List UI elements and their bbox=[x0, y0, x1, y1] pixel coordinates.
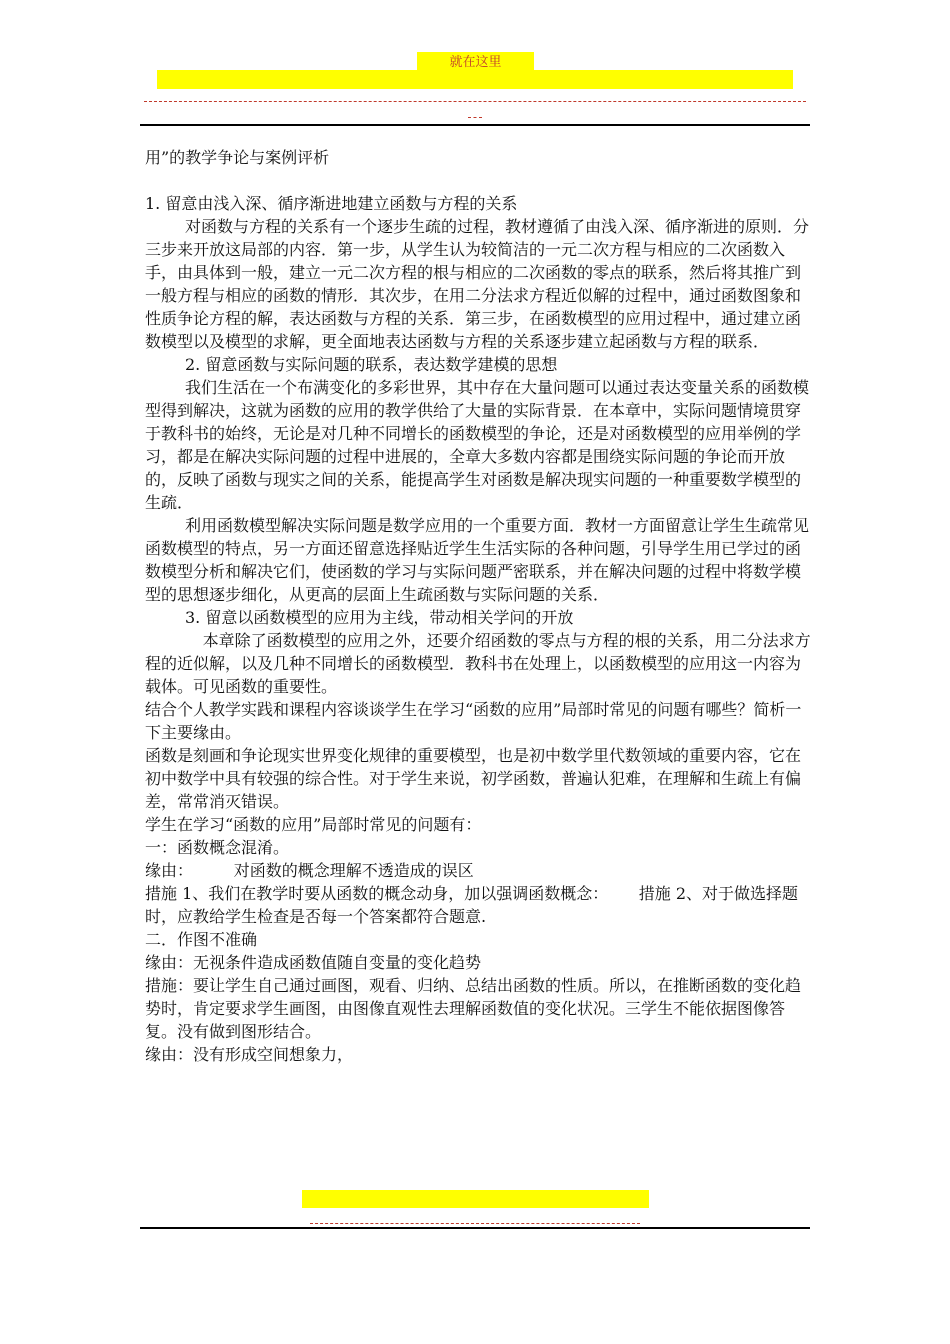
footer-dashed-line bbox=[310, 1223, 640, 1224]
document-body bbox=[145, 146, 813, 1066]
header-dashed-line bbox=[144, 101, 806, 102]
header-tab: 就在这里 bbox=[417, 52, 534, 74]
reason-line: 缘由：没有形成空间想象力， bbox=[145, 1045, 354, 1064]
footer-rule bbox=[140, 1227, 810, 1229]
reason-line: 缘由：无视条件造成函数值随自变量的变化趋势 bbox=[145, 953, 482, 972]
paragraph: 函数是刻画和争论现实世界变化规律的重要模型，也是初中数学里代数领域的重要内容，它在初中数学中具有较强的综合性。对于学生来说，初学函数，普遍认犯难，在理解和生疏上有偏差，常常消灭错误。 bbox=[145, 746, 802, 811]
paragraph: 对函数与方程的关系有一个逐步生疏的过程，教材遵循了由浅入深、循序渐进的原则．分三步来开放这局部的内容．第一步，从学生认为较简洁的一元二次方程与相应的二次函数入手，由具体到一般，建立一元二次方程的根与相应的二次函数的零点的联系，然后将其推广到一般方程与相应的函数的情形．其次步，在用二分法求方程近似解的过程中，通过函数图象和性质争论方程的解，表达函数与方程的关系．第三步，在函数模型的应用过程中，通过建立函数模型以及模型的求解，更全面地表达函数与方程的关系逐步建立起函数与方程的联系． bbox=[145, 217, 810, 351]
header-dashed-line-tail bbox=[468, 117, 482, 118]
header-rule bbox=[140, 124, 810, 126]
section-heading-1: 1. 留意由浅入深、循序渐进地建立函数与方程的关系 bbox=[145, 194, 518, 213]
document-title: 用”的教学争论与案例评析 bbox=[145, 148, 330, 167]
measure-line: 措施 1、我们在教学时要从函数的概念动身，加以强调函数概念： 措施 2、对于做选择题时，应教给学生检查是否每一个答案都符合题意. bbox=[145, 884, 799, 926]
measure-line: 措施：要让学生自己通过画图，观看、归纳、总结出函数的性质。所以，在推断函数的变化趋势时，肯定要求学生画图，由图像直观性去理解函数值的变化状况。三学生不能依据图像答复。没有做到图形结合。 bbox=[145, 976, 802, 1041]
problem-heading-1: 一：函数概念混淆。 bbox=[145, 838, 290, 857]
paragraph: 本章除了函数模型的应用之外，还要介绍函数的零点与方程的根的关系，用二分法求方程的近似解，以及几种不同增长的函数模型．教科书在处理上，以函数模型的应用这一内容为载体。可见函数的重要性。 bbox=[145, 631, 811, 696]
question: 结合个人教学实践和课程内容谈谈学生在学习“函数的应用”局部时常见的问题有哪些？简析一下主要缘由。 bbox=[145, 700, 802, 742]
reason-line: 缘由： 对函数的概念理解不透造成的误区 bbox=[145, 861, 474, 880]
footer-highlight-bar bbox=[302, 1190, 649, 1208]
problem-heading-2: 二．作图不准确 bbox=[145, 930, 258, 949]
section-heading-2: 2. 留意函数与实际问题的联系，表达数学建模的思想 bbox=[185, 355, 558, 374]
section-heading-3: 3. 留意以函数模型的应用为主线，带动相关学问的开放 bbox=[185, 608, 574, 627]
paragraph: 利用函数模型解决实际问题是数学应用的一个重要方面．教材一方面留意让学生生疏常见函数模型的特点，另一方面还留意选择贴近学生生活实际的各种问题，引导学生用已学过的函数模型分析和解决它们，使函数的学习与实际问题严密联系，并在解决问题的过程中将数学模型的思想逐步细化，从更高的层面上生疏函数与实际问题的关系． bbox=[145, 516, 810, 604]
paragraph: 学生在学习“函数的应用”局部时常见的问题有： bbox=[145, 815, 482, 834]
paragraph: 我们生活在一个布满变化的多彩世界，其中存在大量问题可以通过表达变量关系的函数模型得到解决，这就为函数的应用的教学供给了大量的实际背景．在本章中，实际问题情境贯穿于教科书的始终，无论是对几种不同增长的函数模型的争论，还是对函数模型的应用举例的学习，都是在解决实际问题的过程中进展的，全章大多数内容都是围绕实际问题的争论而开放的，反映了函数与现实之间的关系，能提高学生对函数是解决现实问题的一种重要数学模型的生疏． bbox=[145, 378, 810, 512]
